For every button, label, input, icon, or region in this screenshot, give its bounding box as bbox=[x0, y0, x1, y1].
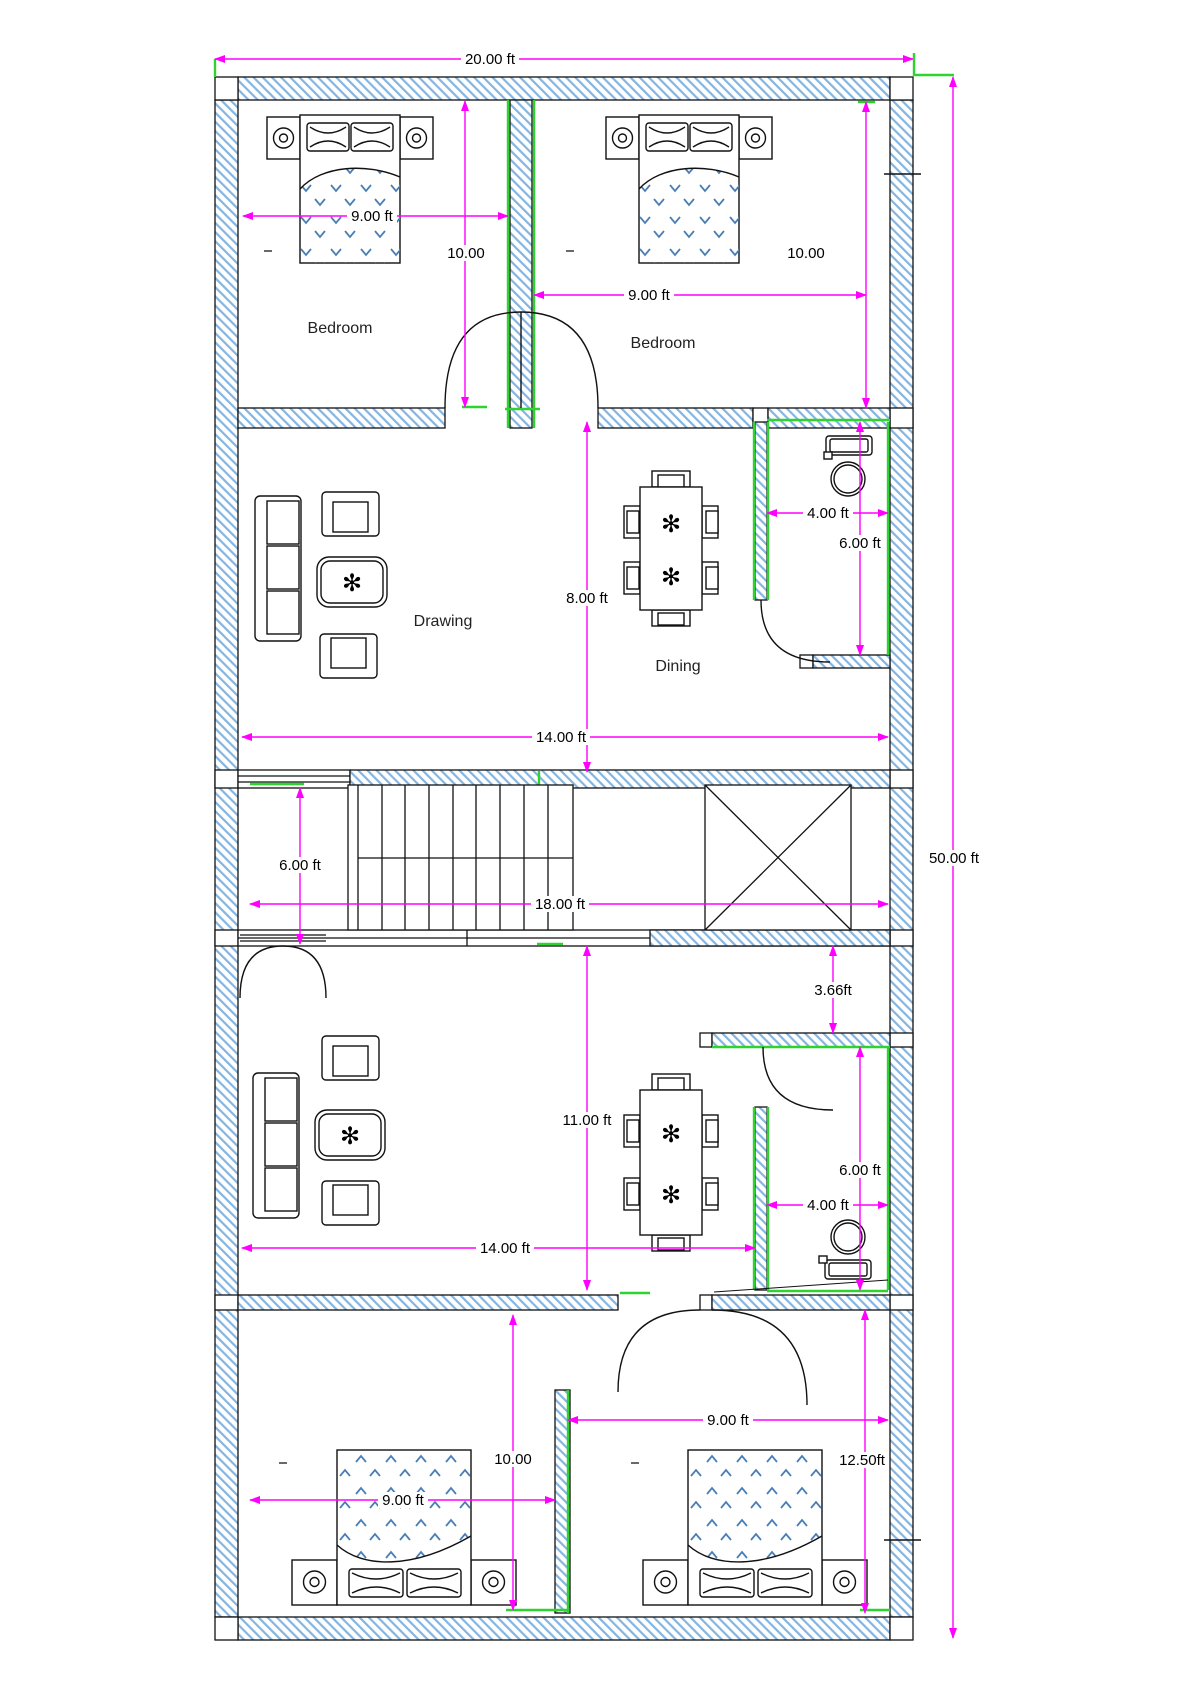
svg-text:9.00 ft: 9.00 ft bbox=[351, 208, 393, 225]
bed-bottom-right bbox=[643, 1450, 867, 1605]
junction-block bbox=[800, 655, 813, 668]
junction-block bbox=[215, 930, 238, 946]
svg-text:12.50ft: 12.50ft bbox=[839, 1452, 885, 1469]
toilet-upper bbox=[824, 436, 872, 496]
door-arc-bedroom-bl bbox=[618, 1310, 700, 1392]
dim-bed-tl-width bbox=[347, 208, 397, 225]
room-label-dining: Dining bbox=[655, 658, 701, 675]
dim-bath-low-width bbox=[803, 1197, 853, 1214]
dining-set-lower bbox=[624, 1074, 718, 1251]
dim-overall-width bbox=[461, 51, 519, 68]
dim-stair-side bbox=[275, 857, 325, 874]
plant-icon: ✻ bbox=[660, 1181, 682, 1209]
dim-offset-lower bbox=[811, 982, 855, 999]
wall-bottom bbox=[238, 1617, 890, 1640]
dim-bath-top-width bbox=[803, 505, 853, 522]
dim-bed-bl-width bbox=[378, 1492, 428, 1509]
dim-bed-tr-height bbox=[786, 245, 826, 262]
junction-block bbox=[215, 1295, 238, 1310]
svg-text:10.00: 10.00 bbox=[787, 245, 825, 262]
svg-text:6.00 ft: 6.00 ft bbox=[279, 857, 321, 874]
door-arc-bath-low bbox=[763, 1047, 833, 1110]
plant-icon: ✻ bbox=[660, 510, 682, 538]
svg-text:10.00: 10.00 bbox=[447, 245, 485, 262]
wall-band1-b bbox=[598, 408, 753, 428]
junction-block bbox=[890, 770, 913, 788]
svg-text:4.00 ft: 4.00 ft bbox=[807, 1197, 849, 1214]
sofa-upper bbox=[255, 496, 301, 641]
wall-band5-b bbox=[712, 1295, 890, 1310]
dim-overall-height bbox=[924, 850, 984, 867]
svg-text:9.00 ft: 9.00 ft bbox=[628, 287, 670, 304]
door-arc-hall-left bbox=[240, 946, 283, 998]
armchair-lower-bottom bbox=[322, 1181, 379, 1225]
coffee-table-lower bbox=[315, 1110, 385, 1160]
armchair-upper-bottom bbox=[320, 634, 377, 678]
dim-bed-br-width bbox=[703, 1412, 753, 1429]
junction-block bbox=[890, 408, 913, 428]
wall-bath-low-left bbox=[755, 1107, 767, 1290]
sofa-lower bbox=[253, 1073, 299, 1218]
dim-bed-tr-width bbox=[624, 287, 674, 304]
svg-text:6.00 ft: 6.00 ft bbox=[839, 535, 881, 552]
room-label-bedroom-tr: Bedroom bbox=[630, 335, 696, 352]
svg-text:9.00 ft: 9.00 ft bbox=[707, 1412, 749, 1429]
svg-text:20.00 ft: 20.00 ft bbox=[464, 51, 516, 68]
dim-drawing-height bbox=[562, 590, 612, 607]
junction-block bbox=[890, 1295, 913, 1310]
svg-text:11.00 ft: 11.00 ft bbox=[562, 1112, 612, 1129]
wall-band5-a bbox=[238, 1295, 618, 1310]
svg-text:6.00 ft: 6.00 ft bbox=[839, 1162, 881, 1179]
bed-bottom-left bbox=[292, 1450, 516, 1605]
corner-block bbox=[215, 77, 238, 100]
junction-block bbox=[700, 1295, 712, 1310]
dim-bed-br-height bbox=[837, 1452, 887, 1469]
plant-icon: ✻ bbox=[339, 1122, 361, 1150]
dim-bath-low-height bbox=[835, 1162, 885, 1179]
corner-block bbox=[890, 77, 913, 100]
corner-block bbox=[890, 1617, 913, 1640]
svg-text:8.00 ft: 8.00 ft bbox=[566, 590, 608, 607]
dim-stair-width bbox=[531, 896, 589, 913]
door-arc-bath-top bbox=[761, 600, 830, 662]
door-arc-hall-right bbox=[283, 946, 326, 998]
svg-text:4.00 ft: 4.00 ft bbox=[807, 505, 849, 522]
dim-bath-top-height bbox=[835, 535, 885, 552]
room-label-bedroom-tl: Bedroom bbox=[307, 320, 373, 337]
junction-block bbox=[890, 1033, 913, 1047]
wall-left bbox=[215, 100, 238, 1617]
room-label-drawing: Drawing bbox=[413, 613, 473, 630]
door-track-top bbox=[238, 770, 350, 788]
wall-bath-low-top bbox=[712, 1033, 890, 1047]
svg-text:18.00 ft: 18.00 ft bbox=[534, 896, 586, 913]
svg-text:3.66ft: 3.66ft bbox=[814, 982, 852, 999]
dim-lower-height bbox=[558, 1112, 616, 1129]
plant-icon: ✻ bbox=[341, 569, 363, 597]
plant-icon: ✻ bbox=[660, 1120, 682, 1148]
junction-block bbox=[700, 1033, 712, 1047]
wall-right bbox=[890, 100, 913, 1617]
dining-set-upper bbox=[624, 471, 718, 626]
wall-band1-a bbox=[238, 408, 445, 428]
plant-icon: ✻ bbox=[660, 563, 682, 591]
junction-block bbox=[215, 770, 238, 788]
bed-top-right bbox=[606, 115, 772, 263]
dim-bed-bl-height bbox=[493, 1451, 533, 1468]
corner-block bbox=[215, 1617, 238, 1640]
svg-text:9.00 ft: 9.00 ft bbox=[382, 1492, 424, 1509]
dim-hall-width bbox=[532, 729, 590, 746]
svg-text:14.00 ft: 14.00 ft bbox=[535, 729, 587, 746]
wall-band3-hatch bbox=[650, 930, 890, 946]
svg-text:50.00 ft: 50.00 ft bbox=[928, 850, 980, 867]
wall-top bbox=[238, 77, 890, 100]
armchair-upper-top bbox=[322, 492, 379, 536]
dim-bed-tl-height bbox=[446, 245, 486, 262]
dim-hall-low-width bbox=[476, 1240, 534, 1257]
toilet-lower bbox=[819, 1220, 871, 1279]
wall-bath-top-left bbox=[755, 422, 767, 600]
bed-top-left bbox=[267, 115, 433, 263]
svg-text:10.00: 10.00 bbox=[494, 1451, 532, 1468]
svg-text:14.00 ft: 14.00 ft bbox=[479, 1240, 531, 1257]
armchair-lower-top bbox=[322, 1036, 379, 1080]
door-arc-bedroom-br bbox=[712, 1310, 807, 1405]
wall-band1-c bbox=[768, 408, 890, 428]
coffee-table-upper bbox=[317, 557, 387, 607]
junction-block bbox=[890, 930, 913, 946]
shaft bbox=[705, 785, 851, 930]
